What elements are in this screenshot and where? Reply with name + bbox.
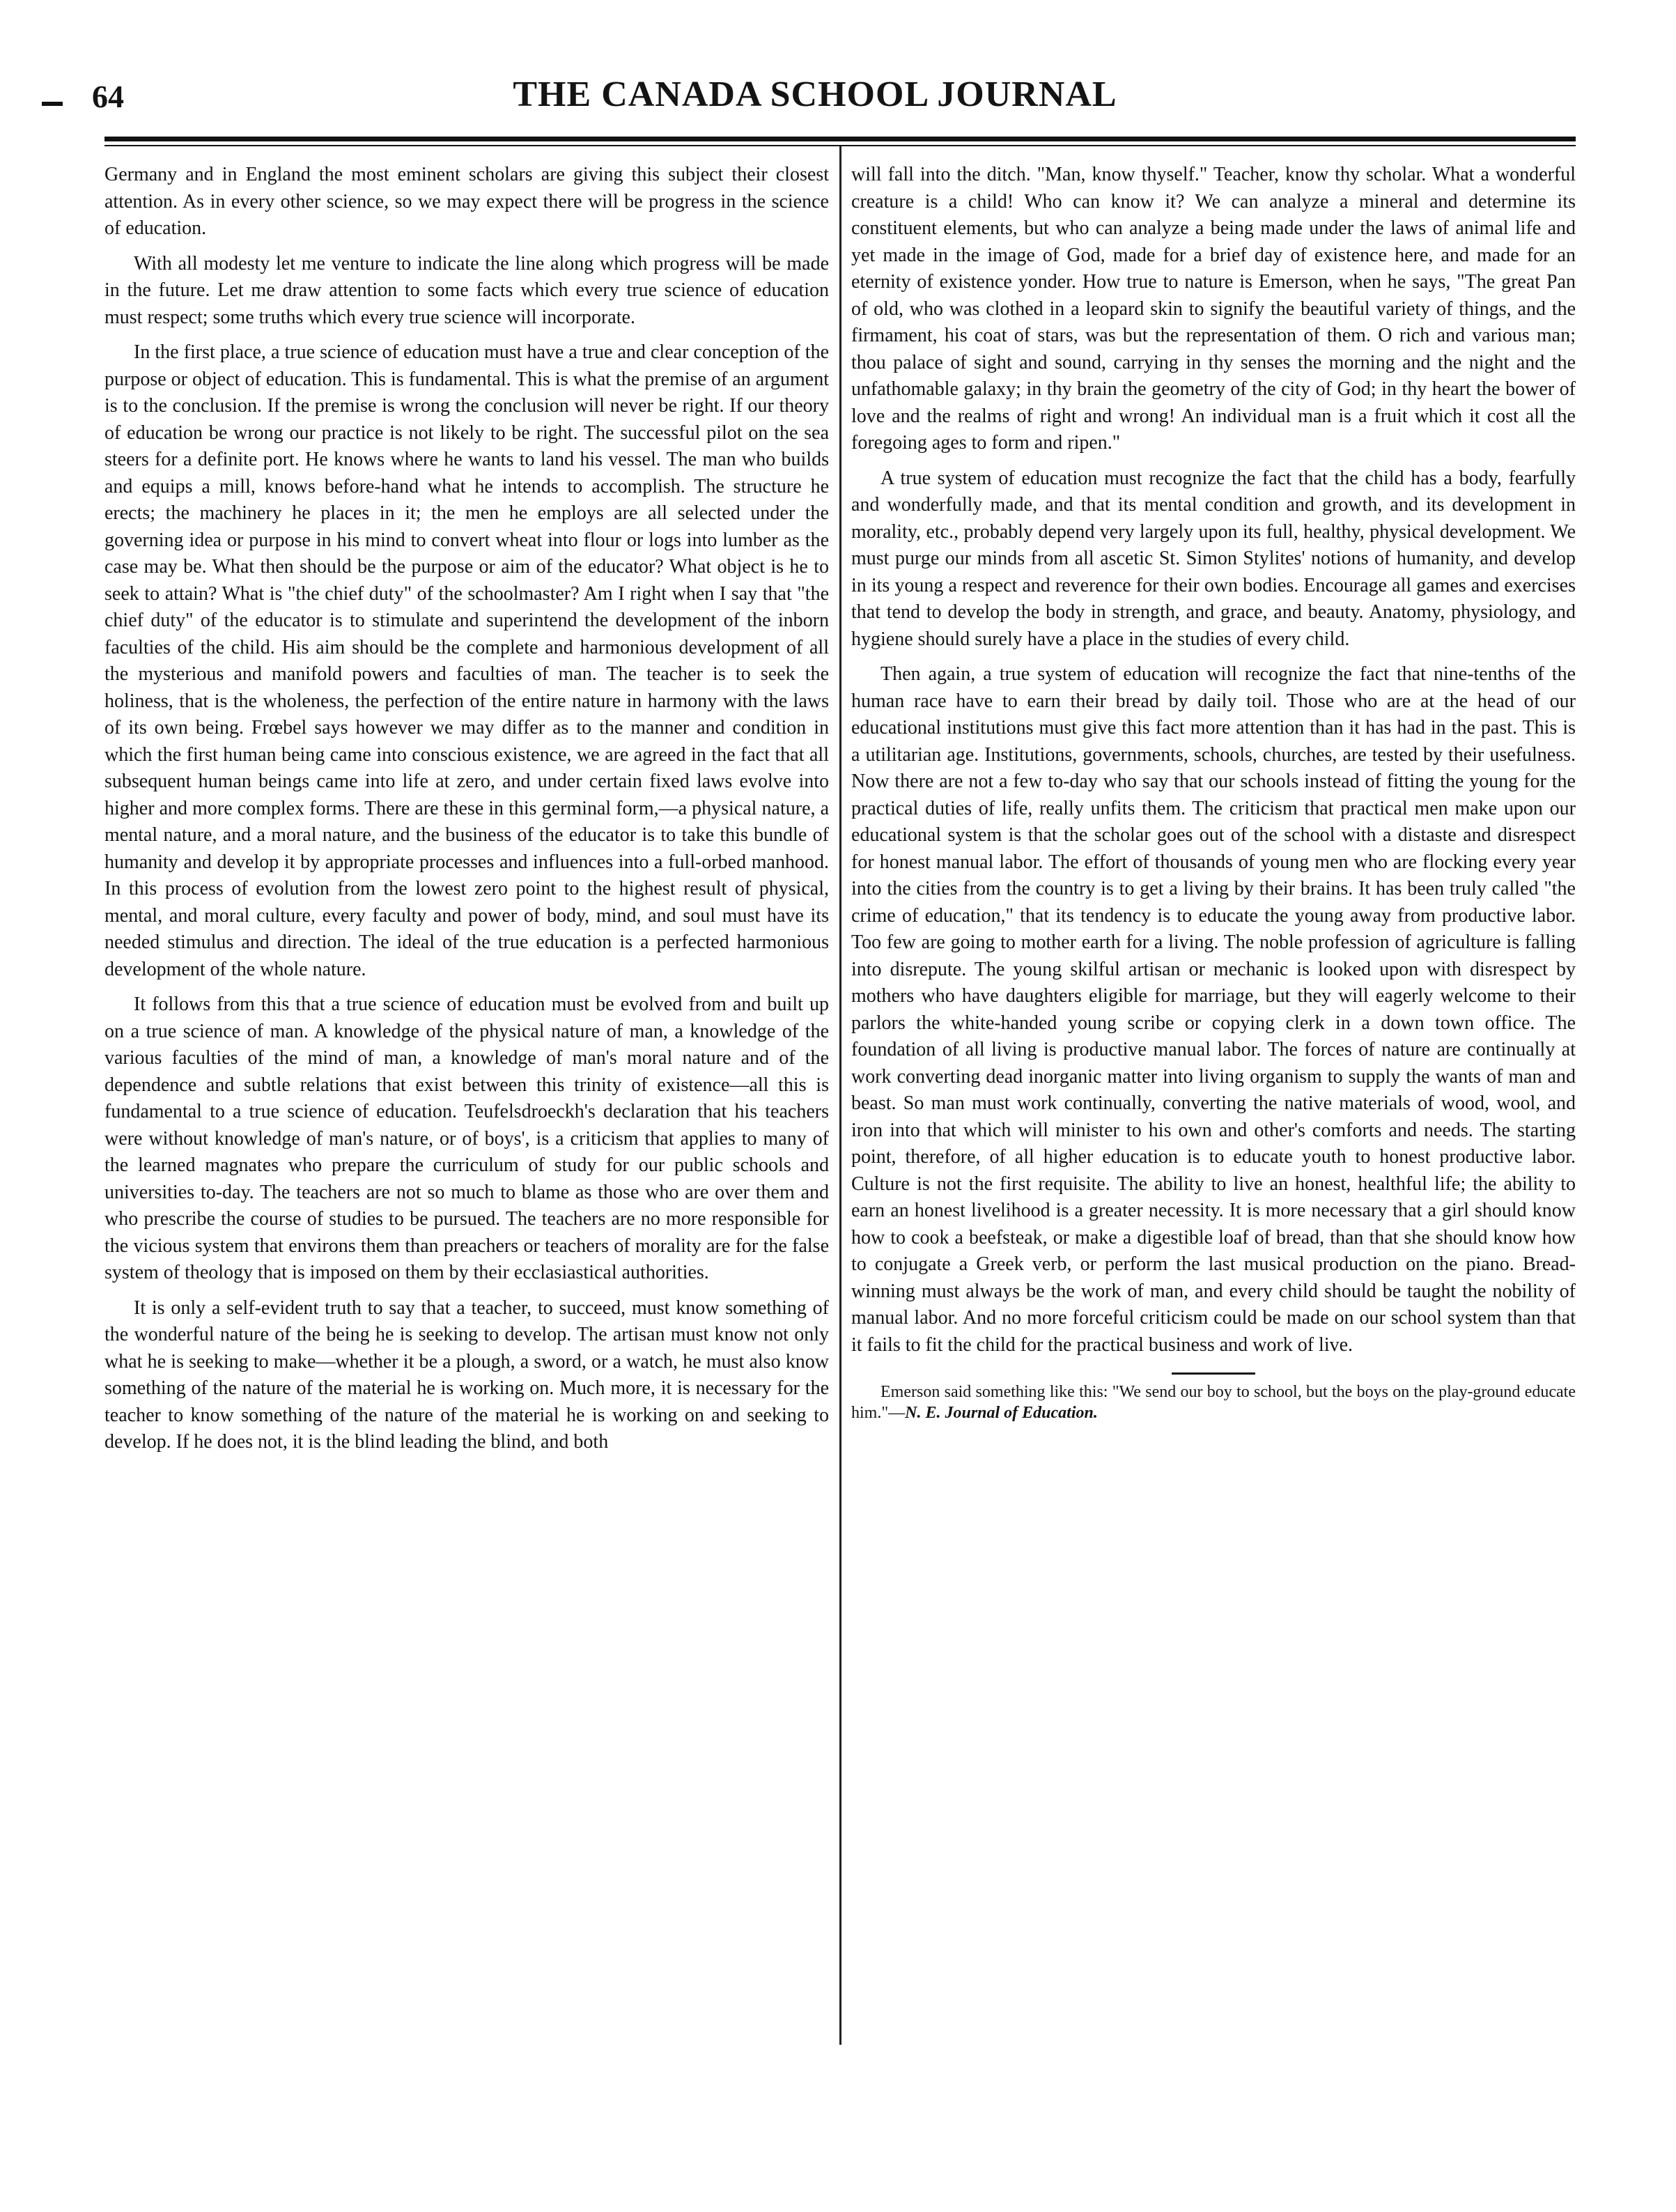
column-divider — [839, 146, 841, 2045]
footnote-rule — [1172, 1372, 1255, 1375]
right-paragraph-3: Then again, a true system of education will recognize the fact that nine-tenths of the human race have to earn their bread by daily toil. Those who are at the head of our educational institutions must give this fact more attention than it has had in the past. This is a utilitarian age. Institutions, governments, schools, churches, are tested by their usefulness. Now there are not a few to-day who say that our schools instead of fitting the young for the practical duties of life, really unfits them. The criticism that practical men make upon our educational system is that the scholar goes out of the school with a distaste and disrespect for honest manual labor. The effort of thousands of young men who are flocking every year into the cities from the country is to get a living by their brains. It has been truly called "the crime of education," that its tendency is to educate the young away from productive labor. Too few are going to mother earth for a living. The noble profession of agriculture is falling into disrepute. The young skilful artisan or mechanic is looked upon with disrespect by mothers who have daughters eligible for marriage, but they will eagerly welcome to their parlors the white-handed young scribe or copying clerk in a down town office. The foundation of all living is productive manual labor. The forces of nature are continually at work converting dead inorganic matter into living organism to supply the wants of man and beast. So man must work continually, converting the native materials of wood, wool, and iron into that which will minister to his own and other's comforts and needs. The starting point, therefore, of all higher education is to educate youth to honest productive labor. Culture is not the first requisite. The ability to live an honest, healthful life; the ability to earn an honest livelihood is a greater necessity. It is more necessary that a girl should know how to cook a beefsteak, or make a digestible loaf of bread, than that she should know how to conjugate a Greek verb, or perform the last musical production on the piano. Bread-winning must always be the work of man, and every child should be taught the nobility of manual labor. And no more forceful criticism could be made on our school system than that it fails to fit the child for the practical business and work of live. — [851, 663, 1576, 1356]
right-column — [851, 162, 1576, 1432]
page-header — [42, 70, 1588, 125]
journal-title: THE CANADA SCHOOL JOURNAL — [513, 75, 1117, 114]
right-paragraph-2: A true system of education must recognize the fact that the child has a body, fearfully and wonderfully made, and that its mental condition and growth, and its development in morality, etc., probably depend very largely upon its full, healthy, physical development. We must purge our minds from all ascetic St. Simon Stylites' notions of humanity, and develop in its young a respect and reverence for their own bodies. Encourage all games and exercises that tend to develop the body in strength, and grace, and beauty. Anatomy, physiology, and hygiene should surely have a place in the studies of every child. — [851, 467, 1576, 650]
left-paragraph-5: It is only a self-evident truth to say that a teacher, to succeed, must know something of the wonderful nature of the being he is seeking to develop. The artisan must know not only what he is seeking to make—whether it be a plough, a sword, or a watch, he must also know something of the nature of the material he is working on. Much more, it is necessary for the teacher to know something of the nature of the material he is working on and seeking to develop. If he does not, it is the blind leading the blind, and both — [104, 1297, 829, 1453]
left-paragraph-1: Germany and in England the most eminent scholars are giving this subject their closest attention. As in every other science, so we may expect there will be progress in the science of education. — [104, 164, 829, 239]
left-paragraph-2: With all modesty let me venture to indicate the line along which progress will be made in the future. Let me draw attention to some facts which every true science of education must respect; some truths which every true science will incorporate. — [104, 252, 829, 328]
left-paragraph-3: In the first place, a true science of education must have a true and clear conception of the purpose or object of education. This is fundamental. This is what the premise of an argument is to the conclusion. If the premise is wrong the conclusion will never be right. If our theory of education be wrong our practice is not likely to be right. The successful pilot on the sea steers for a definite port. He knows where he wants to land his vessel. The man who builds and equips a mill, knows before-hand what he intends to accomplish. The structure he erects; the machinery he places in it; the men he employs are all selected under the governing idea or purpose in his mind to convert wheat into flour or logs into lumber as the case may be. What then should be the purpose or aim of the educator? What object is he to seek to attain? What is "the chief duty" of the schoolmaster? Am I right when I say that "the chief duty" of the educator is to stimulate and superintend the development of the inborn faculties of the child. His aim should be the complete and harmonious development of all the mysterious and manifold powers and faculties of man. The teacher is to seek the holiness, that is the wholeness, the perfection of the entire nature in harmony with the laws of its own being. Frœbel says however we may differ as to the manner and condition in which the first human being came into conscious existence, we are agreed in the fact that all subsequent human beings came into life at zero, and under certain fixed laws evolve into higher and more complex forms. There are these in this germinal form,—a physical nature, a mental nature, and a moral nature, and the business of the educator is to take this bundle of humanity and develop it by appropriate processes and influences into a full-orbed manhood. In this process of evolution from the lowest zero point to the highest result of physical, mental, and moral culture, every faculty and power of body, mind, and soul must have its needed stimulus and direction. The ideal of the true education is a perfected harmonious development of the whole nature. — [104, 341, 829, 980]
footnote — [851, 1382, 1576, 1423]
left-paragraph-4: It follows from this that a true science of education must be evolved from and built up on a true science of man. A knowledge of the physical nature of man, a knowledge of the various faculties of the mind of man, a knowledge of man's moral nature and of the dependence and subtle relations that exist between this trinity of existence—all this is fundamental to a true science of education. Teufelsdroeckh's declaration that his teachers were without knowledge of man's nature, or of boys', is a criticism that applies to many of the learned magnates who prepare the curriculum of study for our public schools and universities to-day. The teachers are not so much to blame as those who are over them and who prescribe the course of studies to be pursued. The teachers are no more responsible for the vicious system that environs them than preachers or teachers of morality are for the false system of theology that is imposed on them by their ecclasiastical authorities. — [104, 993, 829, 1283]
footnote-text: Emerson said something like this: "We send our boy to school, but the boys on the play-ground educate him."— — [851, 1383, 1576, 1422]
right-paragraph-1: will fall into the ditch. "Man, know thyself." Teacher, know thy scholar. What a wonderful creature is a child! Who can know it? We can analyze a mineral and determine its constituent elements, but who can analyze a being made under the laws of animal life and yet made in the image of God, made for a brief day of existence here, and made for an eternity of existence yonder. How true to nature is Emerson, when he says, "The great Pan of old, who was clothed in a leopard skin to signify the beautiful variety of things, and the firmament, his coat of stars, was but the representation of them. O rich and various man; thou palace of sight and sound, carrying in thy senses the morning and the night and the unfathomable galaxy; in thy brain the geometry of the city of God; in thy heart the bower of love and the realms of right and wrong! An individual man is a fruit which it cost all the foregoing ages to form and ripen." — [851, 164, 1576, 454]
footnote-source: N. E. Journal of Education. — [905, 1404, 1098, 1422]
page-number: 64 — [92, 79, 124, 114]
left-column — [104, 162, 829, 1464]
header-rule — [104, 137, 1576, 141]
